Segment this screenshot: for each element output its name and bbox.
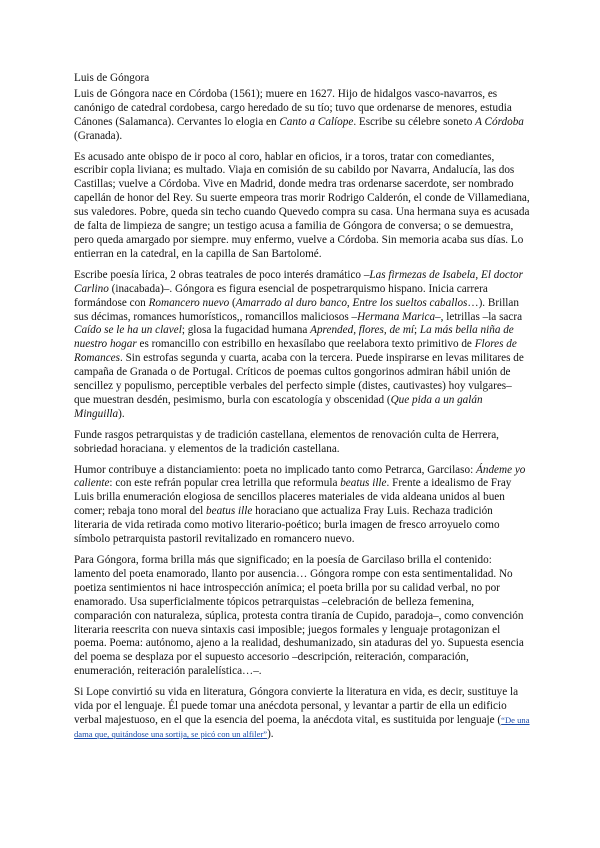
text-run: , xyxy=(475,268,481,281)
paragraph-biography xyxy=(74,88,530,144)
italic-title: Las firmezas de Isabela xyxy=(369,268,476,281)
italic-title: Romancero nuevo xyxy=(148,296,230,309)
text-run: ). xyxy=(267,727,274,740)
paragraph-humor xyxy=(74,464,530,547)
paragraph-language xyxy=(74,686,530,742)
text-run: es romancillo con estribillo en hexasílabo que reelabora texto primitivo de xyxy=(136,338,475,351)
text-run: : con este refrán popular crea letrilla que reformula xyxy=(109,477,341,490)
paragraph-form xyxy=(74,554,530,679)
text-run: …). Brillan sus décimas, romances humorísticos,, romancillos maliciosos – xyxy=(74,296,519,323)
italic-title: La más bella niña de nuestro hogar xyxy=(74,324,514,351)
paragraph-traditions xyxy=(74,429,530,457)
italic-title: Que pida a un galán Minguilla xyxy=(74,393,483,420)
text-run: , xyxy=(346,296,353,309)
text-run: Para Góngora, forma brilla más que significado; en la poesía de Garcilaso brilla el contenido: lamento del poeta enamorado, llanto por ausencia… Góngora rompe con esta sentimentalidad. No poetiza sentimientos ni hace introspección anímica; el poeta brilla por su calidad verbal, no por enamorado. Usa superficialmente tópicos petrarquistas –celebración de belleza femenina, comparación con naturaleza, súplica, protesta contra tiranía de Cupido, paradoja–, como convención literaria reescrita con nueva sintaxis casi imposible; juegos formales y lenguaje protagonizan el poema. Poema: autónomo, ajeno a la realidad, deshumanizado, sin ataduras del yo. Supuesta esencia del poema se desplaza por el supuesto accesorio –descripción, reiteración, comparación, enumeración, reiteración paralelística…–. xyxy=(74,554,524,678)
text-run: Escribe poesía lírica, 2 obras teatrales de poco interés dramático – xyxy=(74,268,370,281)
text-run: . Frente a idealismo de Fray Luis brilla enumeración elogiosa de sencillos placeres materiales de vida aldeana unidos al buen comer; rebaja tono moral del xyxy=(74,477,512,518)
text-run: Humor contribuye a distanciamiento: poeta no implicado tanto como Petrarca, Garcilaso: xyxy=(74,463,477,476)
paragraph-life xyxy=(74,151,530,262)
paragraph-works xyxy=(74,269,530,422)
text-run: . Sin estrofas segunda y cuarta, acaba con la tercera. Puede inspirarse en levas militares de campaña de Granada o de Portugal. Críticos de poemas cultos gongorinos admiran hábil unión de sencillez y populismo, perceptible verbales del perfecto simple (distes, cautivastes) hoy vulgares– que muestran desdén, pesimismo, burla con escatología y obscenidad ( xyxy=(74,352,524,406)
text-run: ; glosa la fugacidad humana xyxy=(181,324,311,337)
poem-link[interactable]: “De una dama que, quitándose una sortija, se picó con un alfiler” xyxy=(74,714,530,739)
text-run: (inacabada)–. Góngora es figura esencial de pospetrarquismo hispano. Inicia carrera formándose con xyxy=(74,282,488,309)
italic-title: Ándeme yo caliente xyxy=(74,463,526,490)
italic-title: A Córdoba xyxy=(475,115,524,128)
text-run: ( xyxy=(229,296,236,309)
italic-title: Entre los sueltos caballos xyxy=(352,296,468,309)
italic-title: Canto a Calíope xyxy=(279,115,354,128)
text-run: Si Lope convirtió su vida en literatura, Góngora convierte la literatura en vida, es decir, sustituye la vida por el lenguaje. Él puede tomar una anécdota personal, y levantar a partir de ella un edificio verbal majestuoso, en el que la esencia del poema, la anécdota vital, es sustituida por lenguaje ( xyxy=(74,686,519,726)
text-run: (Granada). xyxy=(74,129,123,142)
text-run: ). xyxy=(118,407,125,420)
italic-title: Amarrado al duro banco xyxy=(235,296,347,309)
text-run: Es acusado ante obispo de ir poco al coro, hablar en oficios, ir a toros, tratar con comediantes, escribir copla liviana; es multado. Viaja en comisión de su cabildo por Navarra, Andalucía, las dos Castillas; vuelve a Córdoba. Vive en Madrid, donde medra tras ordenarse sacerdote, ser nombrado capellán de honor del Rey. Su suerte empeora tras morir Rodrigo Calderón, el conde de Villamediana, sus valedores. Pobre, queda sin techo cuando Quevedo compra su casa. Una hermana suya es acusada de falta de limpieza de sangre; un testigo acusa a familia de Góngora de conversa; o se demuestra, pero queda amargado por siempre. muy enfermo, vuelve a Córdoba. Sin memoria acaba sus días. Lo entierran en la catedral, en la capilla de San Bartolomé. xyxy=(74,150,530,260)
italic-title: Aprended, flores, de mí xyxy=(310,324,415,337)
italic-title: beatus ille xyxy=(206,505,253,518)
italic-title: Flores de Romances xyxy=(74,338,517,365)
text-run: Funde rasgos petrarquistas y de tradición castellana, elementos de renovación culta de Herrera, sobriedad horaciana. y elementos de la tradición castellana. xyxy=(74,428,499,455)
text-run: ; xyxy=(414,324,420,337)
text-run: Luis de Góngora nace en Córdoba (1561); muere en 1627. Hijo de hidalgos vasco-navarros, es canónigo de catedral cordobesa, cargo heredado de su tío; tuvo que ordenarse de menores, estudia Cánones (Salamanca). Cervantes lo elogia en xyxy=(74,87,512,128)
italic-title: El doctor Carlino xyxy=(74,268,523,295)
italic-title: Hermana Marica xyxy=(357,310,436,323)
text-run: horaciano que actualiza Fray Luis. Rechaza tradición literaria de vida retirada como motivo literario-poético; burla imagen de fresco arroyuelo como símbolo petrarquista pastoril revitalizado en romancero nuevo. xyxy=(74,505,500,546)
italic-title: beatus ille xyxy=(340,477,387,490)
italic-title: Caído se le ha un clavel xyxy=(74,324,182,337)
text-run: . Escribe su célebre soneto xyxy=(353,115,476,128)
document-page xyxy=(74,72,530,749)
document-title: Luis de Góngora xyxy=(74,72,150,84)
text-run: –, letrillas –la sacra xyxy=(435,310,523,323)
